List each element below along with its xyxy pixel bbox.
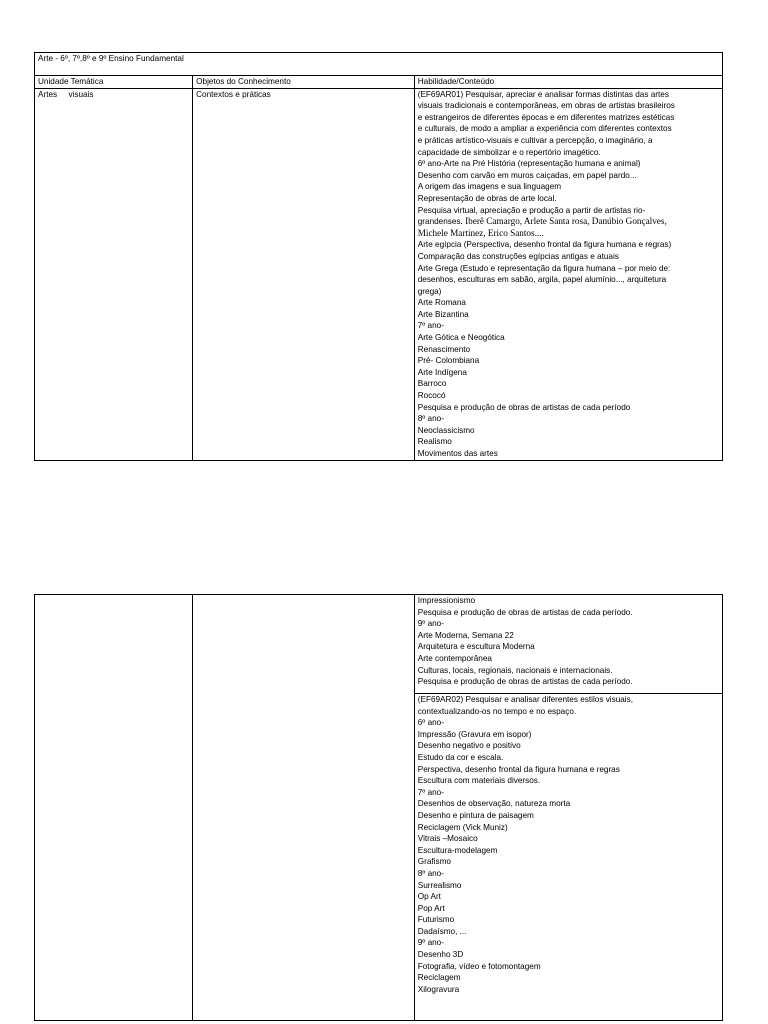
table-row (35, 88, 723, 460)
header-habilidade-conteudo: Habilidade/Conteúdo (414, 76, 722, 89)
content-line: 8º ano- (417, 868, 444, 878)
content-line: Reciclagem (Vick Muniz) (417, 822, 508, 832)
content-line: Escultura com materiais diversos. (417, 776, 541, 786)
content-line: Escultura-modelagem (417, 845, 498, 855)
content-line: Futurismo (417, 915, 455, 925)
content-line: grega) (417, 286, 442, 296)
content-mixed-serif: . Iberê Camargo, Arlete Santa rosa, Danúbio Gonçalves, (460, 216, 667, 227)
content-line: Perspectiva, desenho frontal da figura humana e regras (417, 764, 620, 774)
content-line: Pesquisa e produção de obras de artistas de cada período. (417, 677, 633, 687)
curriculum-table-page-2 (34, 594, 723, 1021)
content-line: Dadaísmo, ... (417, 926, 467, 936)
object-cell (193, 88, 415, 460)
content-line: Pesquisa e produção de obras de artistas de cada período. (417, 607, 633, 617)
content-line: Xilogravura (417, 984, 460, 994)
content-serif-line: Michele Martinez, Erico Santos.... (417, 227, 544, 238)
table-header-row (35, 76, 723, 89)
header-unidade-tematica: Unidade Temática (35, 76, 193, 89)
unit-cell (35, 88, 193, 460)
content-line: Impressão (Gravura em isopor) (417, 729, 532, 739)
content-line: Neoclassicismo (417, 425, 475, 435)
content-line: Pop Art (417, 903, 445, 913)
content-line: 7º ano- (417, 321, 444, 331)
content-line: Arte Romana (417, 298, 466, 308)
content-line: 9º ano- (417, 938, 444, 948)
content-line: 6º ano-Arte na Pré História (representação humana e animal) (417, 159, 641, 169)
content-line: Comparação das construções egípcias antigas e atuais (417, 251, 619, 261)
unit-text: Artes visuais (38, 89, 94, 99)
content-line: Rococó (417, 391, 446, 401)
content-line: Desenho negativo e positivo (417, 741, 521, 751)
content-line: (EF69AR01) Pesquisar, apreciar e analisar formas distintas das artes (417, 89, 669, 99)
content-line: capacidade de simbolizar e o repertório imagético. (417, 147, 601, 157)
content-line: Vitrais –Mosaico (417, 834, 478, 844)
content-line: 6º ano- (417, 718, 444, 728)
header-objetos-conhecimento: Objetos do Conhecimento (193, 76, 415, 89)
table-row (35, 595, 723, 694)
content-line: Impressionismo (417, 596, 476, 605)
content-line: Arte Indígena (417, 367, 467, 377)
content-line: Desenho 3D (417, 950, 464, 960)
table-title-cell (35, 53, 723, 76)
curriculum-table-page-1 (34, 52, 723, 461)
content-cell-bottom (414, 694, 722, 1021)
content-line: Grafismo (417, 857, 451, 867)
content-cell-top (414, 595, 722, 694)
content-line: Culturas, locais, regionais, nacionais e internacionais. (417, 665, 613, 675)
table-title: Arte - 6º, 7º,8º e 9º Ensino Fundamental (38, 54, 184, 63)
content-line: Desenhos de observação, natureza morta (417, 799, 571, 809)
content-line: Pesquisa virtual, apreciação e produção a partir de artistas rio- (417, 205, 646, 215)
content-block-1 (418, 89, 719, 217)
content-line: Arte Moderna, Semana 22 (417, 630, 514, 640)
content-line: Realismo (417, 437, 452, 447)
content-line: e estrangeiros de diferentes épocas e em diferentes matrizes estéticas (417, 112, 675, 122)
content-line: 9º ano- (417, 619, 444, 629)
object-text: Contextos e práticas (196, 89, 271, 99)
content-line: visuais tradicionais e contemporâneas, em obras de artistas brasileiros (417, 101, 675, 111)
content-line: Estudo da cor e escala. (417, 752, 504, 762)
content-mixed-line (418, 216, 719, 228)
content-line: 7º ano- (417, 787, 444, 797)
content-line: Surrealismo (417, 880, 462, 890)
content-line: Movimentos das artes (417, 449, 498, 458)
content-line: Arte Bizantina (417, 309, 469, 319)
content-line: Reciclagem (417, 973, 461, 983)
content-block-2 (418, 239, 719, 459)
content-line: Desenho e pintura de paisagem (417, 810, 534, 820)
content-line: e práticas artístico-visuais e cultivar a percepção, o imaginário, a (417, 135, 653, 145)
content-line: Representação de obras de arte local. (417, 193, 557, 203)
content-line: A origem das imagens e sua linguagem (417, 182, 562, 192)
content-line: Renascimento (417, 344, 471, 354)
content-line: Arte Grega (Estudo e representação da figura humana – por meio de: (417, 263, 671, 273)
content-block-3 (418, 595, 719, 688)
content-line: contextualizando-os no tempo e no espaço. (417, 706, 577, 716)
content-line: desenhos, esculturas em sabão, argila, papel alumínio..., arquitetura (417, 275, 667, 285)
content-cell (414, 88, 722, 460)
content-line: 8º ano- (417, 414, 444, 424)
content-line: (EF69AR02) Pesquisar e analisar diferentes estilos visuais, (417, 695, 633, 704)
content-line: Barroco (417, 379, 447, 389)
unit-cell-empty (35, 595, 193, 1021)
content-block-4 (418, 694, 719, 995)
content-line: Fotografia, vídeo e fotomontagem (417, 961, 541, 971)
content-line: Arte egípcia (Perspectiva, desenho frontal da figura humana e regras) (417, 240, 672, 250)
content-line: Desenho com carvão em muros caiçadas, em papel pardo... (417, 170, 637, 180)
content-line: Arte contemporânea (417, 653, 492, 663)
content-line: Arte Gótica e Neogótica (417, 333, 505, 343)
object-cell-empty (193, 595, 415, 1021)
content-line: e culturais, de modo a ampliar a experiência com diferentes contextos (417, 124, 672, 134)
content-line: Arquitetura e escultura Moderna (417, 642, 535, 652)
content-line: Pesquisa e produção de obras de artistas de cada período (417, 402, 631, 412)
content-line: Op Art (417, 892, 441, 902)
content-line: Pré- Colombiana (417, 356, 480, 366)
content-mixed-prefix: grandenses (417, 217, 461, 227)
